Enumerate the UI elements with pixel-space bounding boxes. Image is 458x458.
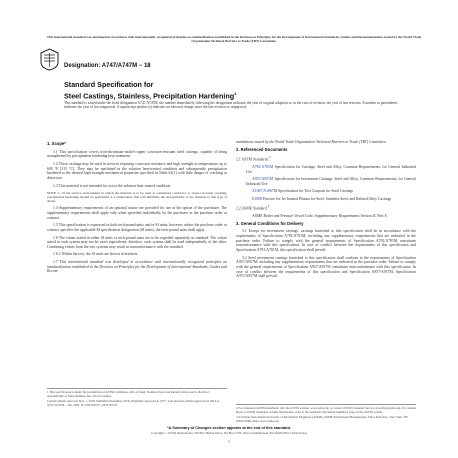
- paragraph-2-1: 2.1 ASTM Standards:$^2$: [236, 155, 271, 162]
- footnote-1: 1 This specification is under the jurisdiction of ASTM Committee A01 on Steel, Stainless Steel and Related Alloys and is the direct responsibility of Subcommittee A01.18 on Castings.: [47, 390, 210, 398]
- section-1-heading: 1. Scope*: [47, 141, 66, 146]
- title-line-1: Standard Specification for: [64, 80, 154, 89]
- footnotes-right: [236, 404, 416, 426]
- note-1: NOTE 1—If the service environment in which the material is to be used is considered conducive to stress-corrosion cracking, precipitation hardening should be performed at a temperature that will minimize the susceptibility of the material to this type of attack.: [47, 191, 227, 204]
- paragraph-1-6: 1.6 The values stated in either SI units or inch-pound units are to be regarded separately as standard. The values stated in each system may not be exact equivalents; therefore, each system shall be used independently of the other. Combining values from the two systems may result in nonconformance with the standard.: [47, 235, 227, 249]
- paragraph-1-4: 1.4 Supplementary requirements of an optional nature are provided for use at the option of the purchaser. The supplementary requirements shall apply only when specified individually by the purchaser in the purchase order or contract.: [47, 206, 227, 220]
- reference-code[interactable]: E1008: [252, 196, 262, 201]
- paragraph-1-7: 1.7 This international standard was developed in accordance with internationally recognized principles on standardization established in the Decision on Principles for the Development of International Standards, Guides and Recom-: [47, 259, 227, 274]
- right-column: [236, 140, 416, 282]
- standard-issue-note: This standard is issued under the fixed designation A747/A747M; the number immediately following the designation indicates the year of original adoption or, in the case of revision, the year of last revision. A number in parentheses indicates the year of last reapproval. A superscript epsilon (ε) indicates an editorial change since the last revision or reapproval.: [64, 101, 398, 110]
- reference-a781[interactable]: A781/A781M Specification for Castings, Steel and Alloy, Common Requirements, for General Industrial Use: [246, 164, 416, 174]
- reference-a957[interactable]: A957/A957M Specification for Investment Castings, Steel and Alloy, Common Requirements, for General Industrial Use: [246, 177, 416, 186]
- document-title: [64, 80, 364, 100]
- page-number: 1: [228, 440, 230, 444]
- paragraph-1-7-cont: mendations issued by the World Trade Organization Technical Barriers to Trade (TBT) Committee.: [236, 140, 387, 144]
- paragraph-1-6-1: 1.6.1 Within the text, the SI units are shown in brackets.: [53, 252, 139, 257]
- paragraph-3-2: 3.2 Steel investment castings furnished to this specification shall conform to the requirements of Specification A957/A957M, including any supplementary requirements that are indicated in the purchase order. Failure to comply with the general requirements of Specification A957/A957M constitutes nonconformance with this specification. In case of conflict between the requirements of this specification and Specification A957/A957M, Specification A957/A957M shall prevail.: [236, 255, 416, 279]
- paragraph-1-3: 1.3 This material is not intended for use in the solution heat-treated condition.: [53, 183, 172, 188]
- left-column: [47, 140, 227, 277]
- title-line-2: Steel Castings, Stainless, Precipitation Hardening$^1$: [64, 91, 237, 101]
- paragraph-1-5: 1.5 This specification is expressed in both inch-pound units and in SI units; however, unless the purchase order or contract specifies the applicable M specification designation (SI units), the inch-pound units shall apply.: [47, 223, 227, 233]
- reference-code[interactable]: A1067/A1067M: [252, 189, 278, 194]
- footnotes-left: [47, 388, 227, 410]
- reference-e1008[interactable]: E1008 Practice for Jet Ionized Plasma for Steel, Stainless Steel, and Related Alloy Castings: [252, 196, 392, 201]
- paragraph-1-1: 1.1 This specification covers iron-chromium-nickel-copper corrosion-resistant steel castings, capable of being strengthened by precipitation hardening heat treatment.: [47, 149, 227, 159]
- reference-asme: ASME Boiler and Pressure Vessel Code, Supplementary Requirements Section II, Part A: [252, 214, 388, 219]
- copyright-line: Copyright © ASTM International, 100 Barr Harbor Drive, PO Box C700, West Conshohocken, PA 19428-2959. United States: [151, 431, 307, 435]
- astm-logo-icon: [40, 48, 59, 71]
- paragraph-2-2: 2.2 ASME Standard:$^3$: [236, 204, 270, 211]
- international-banner: This international standard was developed in accordance with internationally recognized principles on standardization established in the Decision on Principles for the Development of International Standards, Guides and Recommendations issued by the World Trade Organization Technical Barriers to Trade (TBT) Committee.: [46, 35, 422, 43]
- footnote-3: 3 Available from American Society of Mechanical Engineers (ASME), ASME International Headquarters, Three Park Ave., New York, NY 10016-5990, http://www.asme.org.: [236, 415, 408, 424]
- section-2-heading: 2. Referenced Documents: [236, 146, 288, 152]
- footnote-1-edition: Current edition approved Nov. 1, 2018. Published November 2018. Originally approved in 1977. Last previous edition approved in 2016 as A747/A747M – 16a. DOI: 10.1520/A0747_A0747M-18.: [47, 399, 220, 408]
- reference-a1067[interactable]: A1067/A1067M Specification for Test Coupons for Steel Castings: [252, 189, 354, 194]
- designation: Designation: A747/A747M − 18: [64, 63, 151, 69]
- reference-code[interactable]: A781/A781M: [252, 164, 274, 169]
- summary-of-changes-note: *A Summary of Changes section appears at the end of this standard.: [167, 426, 291, 430]
- paragraph-3-1: 3.1 Except for investment castings, castings furnished to this specification shall be in accordance with the requirements of Specification A781/A781M, including any supplementary requirements that are indicated in the purchase order. Failure to comply with the general requirements of Specification A781/A781M constitutes nonconformance with this specification. In case of conflict between the requirements of this specification and Specification A781/A781M, this specification shall prevail.: [236, 229, 416, 253]
- footnote-2: 2 For referenced ASTM standards, visit the ASTM website, www.astm.org, or contact ASTM Customer Service at service@astm.org. For Annual Book of ASTM Standards volume information, refer to the standard's Document Summary page on the ASTM website.: [236, 406, 416, 414]
- reference-code[interactable]: A957/A957M: [252, 177, 274, 182]
- section-3-heading: 3. General Conditions for Delivery: [236, 220, 304, 226]
- paragraph-1-2: 1.2 These castings may be used in services requiring corrosion resistance and high strength at temperatures up to 600 °F [315 °C]. They may be machined in the solution heat-treated condition and subsequently precipitation hardened to the desired high-strength mechanical properties specified in Table S2(1) with little danger of cracking or distortion.: [47, 161, 227, 181]
